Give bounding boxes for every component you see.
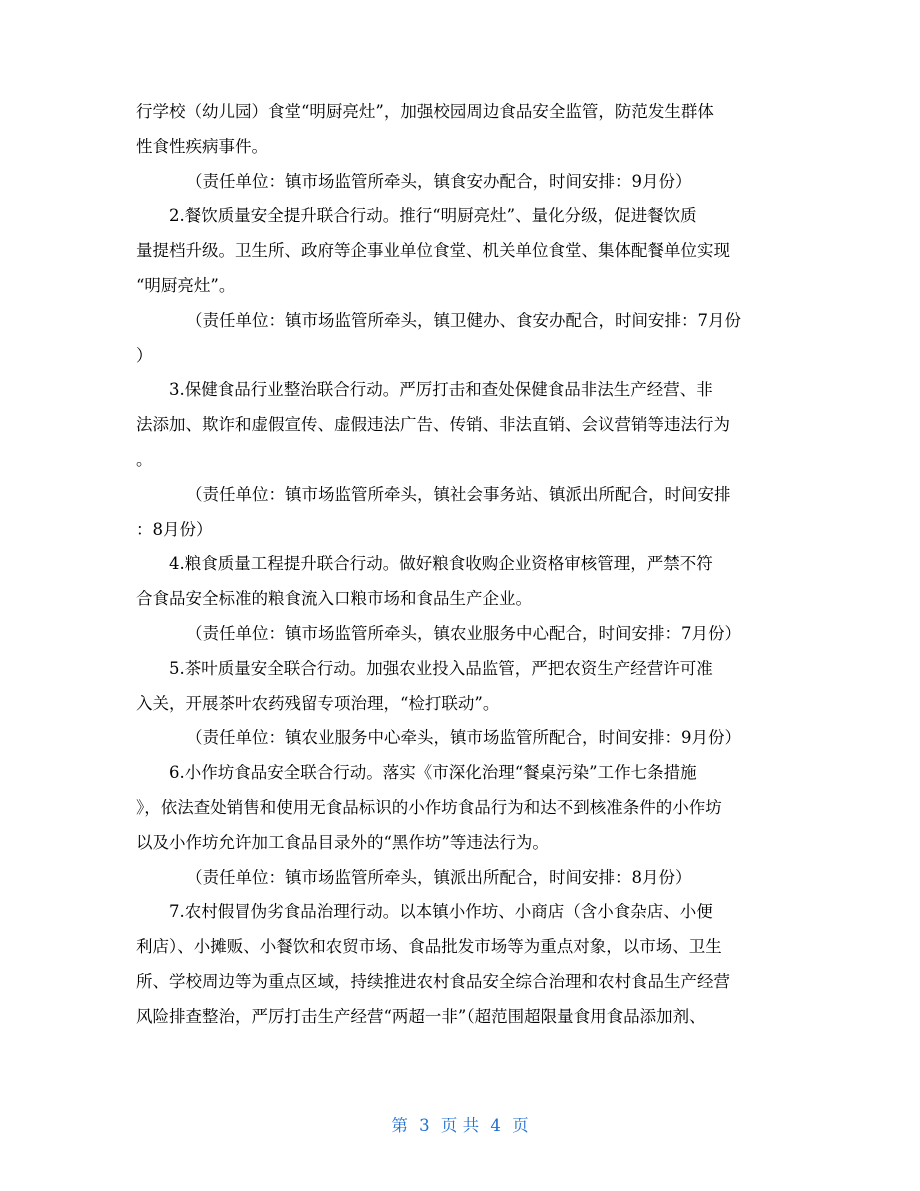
footer-suffix: 页 xyxy=(512,1116,529,1135)
responsibility-line: （责任单位：镇市场监管所牵头，镇社会事务站、镇派出所配合，时间安排 xyxy=(186,484,731,504)
document-body xyxy=(136,95,786,1035)
body-line: ：8月份） xyxy=(136,519,213,539)
body-line: 利店）、小摊贩、小餐饮和农贸市场、食品批发市场等为重点对象，以市场、卫生 xyxy=(136,937,722,957)
body-line: 》，依法查处销售和使用无食品标识的小作坊食品行为和达不到核准条件的小作坊 xyxy=(136,797,722,817)
responsibility-line: （责任单位：镇市场监管所牵头，镇农业服务中心配合，时间安排：7月份） xyxy=(186,623,741,643)
footer-prefix: 第 xyxy=(391,1116,408,1135)
body-line: 行学校（幼儿园）食堂“明厨亮灶”，加强校园周边食品安全监管，防范发生群体 xyxy=(136,102,714,121)
footer-middle: 页 共 xyxy=(440,1116,480,1135)
body-line: 以及小作坊允许加工食品目录外的“黑作坊”等违法行为。 xyxy=(136,832,549,852)
body-line: 风险排查整治，严厉打击生产经营“两超一非”（超范围超限量食用食品添加剂、 xyxy=(136,1006,706,1026)
footer-total-pages: 4 xyxy=(490,1116,501,1135)
responsibility-line: （责任单位：镇市场监管所牵头，镇派出所配合，时间安排：8月份） xyxy=(186,867,692,887)
body-line: “明厨亮灶”。 xyxy=(136,275,236,295)
body-line: 2.餐饮质量安全提升联合行动。推行“明厨亮灶”、量化分级，促进餐饮质 xyxy=(169,206,697,226)
responsibility-line: （责任单位：镇农业服务中心牵头，镇市场监管所配合，时间安排：9月份） xyxy=(186,728,741,748)
body-line: 5.茶叶质量安全联合行动。加强农业投入品监管，严把农资生产经营许可准 xyxy=(169,658,713,678)
body-line: 性食性疾病事件。 xyxy=(136,136,268,156)
body-line: 入关，开展茶叶农药残留专项治理，“检打联动”。 xyxy=(136,693,500,713)
body-line: 合食品安全标准的粮食流入口粮市场和食品生产企业。 xyxy=(136,589,532,609)
body-line: 量提档升级。卫生所、政府等企事业单位食堂、机关单位食堂、集体配餐单位实现 xyxy=(136,241,730,261)
page-footer xyxy=(0,1112,920,1136)
responsibility-line: （责任单位：镇市场监管所牵头，镇食安办配合，时间安排：9月份） xyxy=(186,171,692,191)
body-line: 。 xyxy=(136,449,153,469)
body-line: 4.粮食质量工程提升联合行动。做好粮食收购企业资格审核管理，严禁不符 xyxy=(169,554,713,574)
body-line: 3.保健食品行业整治联合行动。严厉打击和查处保健食品非法生产经营、非 xyxy=(169,380,713,400)
responsibility-line: （责任单位：镇市场监管所牵头，镇卫健办、食安办配合，时间安排：7月份 xyxy=(186,310,741,330)
body-line: 7.农村假冒伪劣食品治理行动。以本镇小作坊、小商店（含小食杂店、小便 xyxy=(169,902,713,922)
body-line: 法添加、欺诈和虚假宣传、虚假违法广告、传销、非法直销、会议营销等违法行为 xyxy=(136,415,730,435)
body-line: ） xyxy=(136,345,153,365)
footer-current-page: 3 xyxy=(419,1116,430,1135)
body-line: 所、学校周边等为重点区域，持续推进农村食品安全综合治理和农村食品生产经营 xyxy=(136,971,730,991)
body-line: 6.小作坊食品安全联合行动。落实《市深化治理“餐桌污染”工作七条措施 xyxy=(169,763,697,783)
